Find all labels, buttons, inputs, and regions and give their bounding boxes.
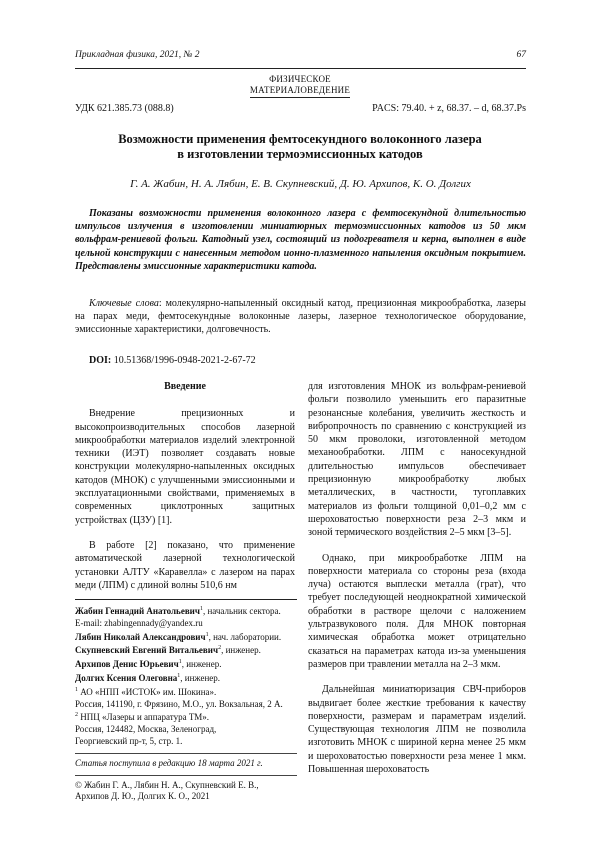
author-role: , нач. лаборатории. [208, 631, 282, 642]
affiliation-mark: 1 [75, 686, 78, 693]
affiliation-mark: 1 [177, 672, 181, 679]
author-name: Архипов Денис Юрьевич [75, 659, 179, 670]
right-column [308, 380, 526, 788]
author-name: Жабин Геннадий Анатольевич [75, 606, 200, 616]
section-rule [250, 97, 350, 98]
organization-address: Россия, 124482, Москва, Зеленоград, [75, 724, 217, 735]
paragraph: В работе [2] показано, что применение автоматической лазерной технологической установки АЛТУ «Каравелла» с лазером на парах меди (ЛПМ) с длиной волны 510,6 нм [75, 539, 295, 591]
affiliation-mark: 1 [199, 606, 203, 612]
affiliation-mark: 1 [178, 659, 182, 666]
paragraph: Однако, при микрообработке ЛПМ на поверхности материала со стороны реза (входа луча) остаются выплески металла (грат), что требует последующей неоднократной химической обработки в растворе щелочи с наложением ультразвукового поля. Для МНОК повторная химическая обработка может отрицательно сказаться на параметрах катода из-за уменьшения размеров при травлении металла на 2–3 мкм. [308, 552, 526, 670]
doi-link[interactable]: 10.51368/1996-0948-2021-2-67-72 [111, 355, 256, 366]
left-column [75, 380, 295, 604]
intro-heading: Введение [164, 381, 206, 392]
organization-address: Георгиевский пр-т, 5, стр. 1. [75, 735, 183, 746]
title-line-2: в изготовлении термоэмиссионных катодов [177, 147, 423, 161]
page-number: 67 [516, 50, 526, 60]
author-role: , инженер. [181, 659, 222, 670]
author-name: Лябин Николай Александрович [75, 631, 206, 642]
author-name: Скупневский Евгений Витальевич [75, 645, 219, 656]
section-line-2: МАТЕРИАЛОВЕДЕНИЕ [249, 85, 351, 95]
abstract: Показаны возможности применения волоконного лазера с фемтосекундной длительностью импульсов излучения в изготовлении миниатюрных термоэмиссионных катодов из 50 мкм вольфрам-рениевой фольги. Катодный узел, состоящий из подогревателя и керна, выполнен в виде цельной конструкции с нанесенным методом ионно-плазменного напыления оксидным покрытием. Представлены эмиссионные характеристики катода. [75, 208, 526, 272]
affiliation-mark: 2 [218, 645, 222, 652]
author-name: Долгих Ксения Олеговна [75, 672, 178, 683]
author-role: , инженер. [221, 645, 261, 656]
copyright-line: Архипов Д. Ю., Долгих К. О., 2021 [75, 791, 210, 802]
keywords [75, 297, 526, 337]
received-date: Статья поступила в редакцию 18 марта 2021 г. [75, 757, 263, 768]
section-heading [0, 74, 600, 96]
pacs-code: PACS: 79.40. + z, 68.37. – d, 68.37.Ps [372, 103, 526, 114]
author-role: , начальник сектора. [202, 606, 281, 616]
header-rule [75, 68, 526, 69]
title-line-1: Возможности применения фемтосекундного волоконного лазера [118, 132, 482, 146]
section-line-1: ФИЗИЧЕСКОЕ [269, 74, 331, 84]
organization-address: Россия, 141190, г. Фрязино, М.О., ул. Вокзальная, 2 А. [75, 698, 283, 709]
keywords-text: : молекулярно-напыленный оксидный катод, прецизионная микрообработка, лазеры на парах меди, фемтосекундные волоконные лазеры, лазерное технологическое оборудование, эмиссионные характеристики, долговечность. [75, 298, 527, 336]
doi [89, 355, 256, 366]
footnote-divider [75, 753, 297, 754]
running-header [75, 50, 526, 60]
paragraph: для изготовления МНОК из вольфрам-рениевой фольги позволило уменьшить его паразитные резонансные колебания, увеличить жесткость и вибропрочность по сравнению с конструкцией из 50 мкм проволоки, изготовленной методом механообработки. ЛПМ с наносекундной длительностью импульсов обеспечивает прецизионную микрообработку любых металлических, в частности, тугоплавких материалов из фольги толщиной 0,01–0,2 мм с шероховатостью поверхности реза 2–3 мкм и зоной термического воздействия 2–5 мкм [3–5]. [308, 381, 526, 539]
paragraph: Внедрение прецизионных и высокопроизводительных способов лазерной микрообработки материалов изделий электронной техники (ИЭТ) позволяет создавать новые конструкции молекулярно-напыленных оксидных катодов (МНОК) с улучшенными эмиссионными и эксплуатационными свойствами, применяемых в современных циклотронных защитных устройствах (ЦЗУ) [1]. [75, 408, 295, 526]
paragraph: Дальнейшая миниатюризация СВЧ-приборов выдвигает более жесткие требования к качеству поверхности, размерам и параметрам изделий. Существующая технология ЛПМ не позволила изготовить МНОК с шириной керна менее 25 мкм и шероховатостью поверхности реза менее 1 мкм. Повышенная шероховатость [308, 684, 526, 776]
author-affiliations [75, 599, 297, 803]
copyright-line: © Жабин Г. А., Лябин Н. А., Скупневский Е. В., [75, 779, 259, 790]
udc-code: УДК 621.385.73 (088.8) [75, 103, 174, 114]
keywords-label: Ключевые слова [89, 298, 159, 309]
doi-label: DOI: [89, 355, 112, 366]
organization-name: НПЦ «Лазеры и аппаратура ТМ». [78, 712, 209, 723]
affiliation-mark: 2 [75, 712, 78, 719]
classification-codes [75, 103, 526, 114]
journal-name: Прикладная физика, 2021, № 2 [75, 50, 200, 60]
footnote-divider [75, 775, 297, 776]
article-title [90, 132, 510, 162]
footnote-rule [75, 599, 297, 600]
author-list: Г. А. Жабин, Н. А. Лябин, Е. В. Скупневский, Д. Ю. Архипов, К. О. Долгих [130, 178, 471, 190]
author-email[interactable]: E-mail: zhabingennady@yandex.ru [75, 617, 203, 628]
author-role: , инженер. [180, 672, 221, 683]
organization-name: АО «НПП «ИСТОК» им. Шокина». [78, 686, 217, 697]
affiliation-mark: 1 [205, 631, 209, 638]
